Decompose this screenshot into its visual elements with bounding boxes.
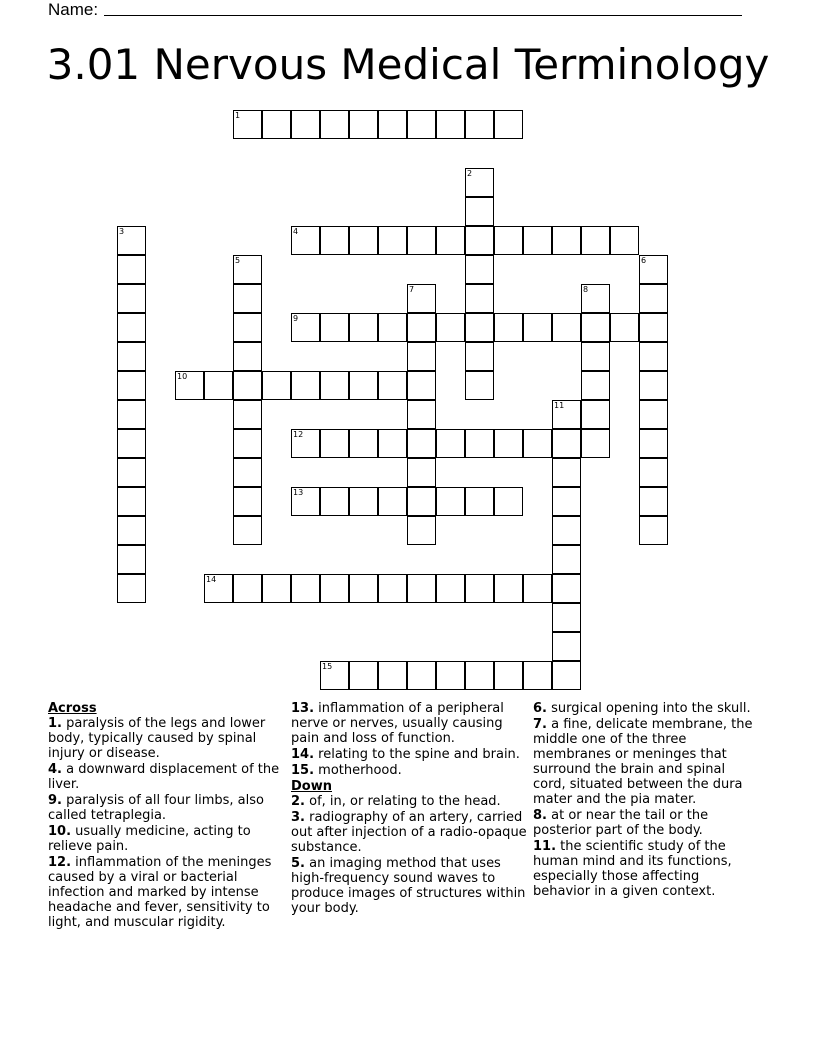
grid-cell[interactable]	[552, 487, 581, 516]
grid-cell[interactable]	[639, 487, 668, 516]
grid-cell[interactable]	[610, 226, 639, 255]
grid-cell[interactable]	[407, 458, 436, 487]
name-label: Name:	[48, 0, 99, 19]
grid-cell[interactable]	[320, 429, 349, 458]
grid-cell[interactable]	[610, 313, 639, 342]
grid-cell[interactable]	[407, 342, 436, 371]
grid-cell[interactable]	[349, 226, 378, 255]
grid-cell[interactable]	[552, 429, 581, 458]
grid-cell[interactable]	[117, 284, 146, 313]
clue-number: 2	[467, 169, 473, 178]
grid-cell[interactable]	[175, 371, 204, 400]
clue-number: 14	[206, 575, 217, 584]
grid-cell[interactable]	[117, 545, 146, 574]
grid-cell[interactable]	[639, 516, 668, 545]
grid-cell[interactable]	[262, 371, 291, 400]
clues-column-1	[48, 701, 284, 931]
clue-number: 8	[583, 285, 589, 294]
grid-cell[interactable]	[117, 400, 146, 429]
grid-cell[interactable]	[117, 429, 146, 458]
clue-across-1: 1. paralysis of the legs and lower body, typically caused by spinal injury or disease.	[48, 716, 266, 761]
down-heading: Down	[291, 779, 332, 794]
grid-cell[interactable]	[465, 168, 494, 197]
grid-cell[interactable]	[349, 487, 378, 516]
grid-cell[interactable]	[552, 545, 581, 574]
grid-cell[interactable]	[465, 429, 494, 458]
grid-cell[interactable]	[407, 284, 436, 313]
grid-cell[interactable]	[465, 371, 494, 400]
grid-cell[interactable]	[233, 574, 262, 603]
clue-down-11: 11. the scientific study of the human mind and its functions, especially those affecting behavior in a given context.	[533, 839, 732, 899]
grid-cell[interactable]	[581, 226, 610, 255]
grid-cell[interactable]	[233, 516, 262, 545]
grid-cell[interactable]	[407, 516, 436, 545]
clues-column-3	[533, 701, 759, 900]
grid-cell[interactable]	[291, 429, 320, 458]
grid-cell[interactable]	[378, 661, 407, 690]
grid-cell[interactable]	[639, 458, 668, 487]
grid-cell[interactable]	[378, 110, 407, 139]
grid-cell[interactable]	[407, 574, 436, 603]
clue-number: 3	[119, 227, 125, 236]
grid-cell[interactable]	[349, 429, 378, 458]
grid-cell[interactable]	[523, 226, 552, 255]
grid-cell[interactable]	[378, 371, 407, 400]
grid-cell[interactable]	[465, 342, 494, 371]
grid-cell[interactable]	[233, 429, 262, 458]
grid-cell[interactable]	[639, 255, 668, 284]
grid-cell[interactable]	[117, 574, 146, 603]
grid-cell[interactable]	[465, 574, 494, 603]
grid-cell[interactable]	[262, 574, 291, 603]
grid-cell[interactable]	[378, 487, 407, 516]
grid-cell[interactable]	[436, 574, 465, 603]
grid-cell[interactable]	[291, 574, 320, 603]
grid-cell[interactable]	[117, 313, 146, 342]
clue-across-4: 4. a downward displacement of the liver.	[48, 762, 280, 792]
grid-cell[interactable]	[581, 342, 610, 371]
clue-number: 9	[293, 314, 299, 323]
grid-cell[interactable]	[552, 603, 581, 632]
across-heading: Across	[48, 701, 97, 716]
grid-cell[interactable]	[320, 487, 349, 516]
clue-across-14: 14. relating to the spine and brain.	[291, 747, 520, 762]
grid-cell[interactable]	[436, 661, 465, 690]
grid-cell[interactable]	[639, 400, 668, 429]
grid-cell[interactable]	[233, 400, 262, 429]
grid-cell[interactable]	[117, 371, 146, 400]
clue-across-15: 15. motherhood.	[291, 763, 402, 778]
grid-cell[interactable]	[552, 400, 581, 429]
grid-cell[interactable]	[523, 574, 552, 603]
grid-cell[interactable]	[552, 661, 581, 690]
grid-cell[interactable]	[349, 661, 378, 690]
grid-cell[interactable]	[320, 574, 349, 603]
grid-cell[interactable]	[320, 226, 349, 255]
grid-cell[interactable]	[117, 342, 146, 371]
grid-cell[interactable]	[465, 197, 494, 226]
page-title: 3.01 Nervous Medical Terminology	[46, 40, 770, 89]
grid-cell[interactable]	[436, 313, 465, 342]
grid-cell[interactable]	[494, 226, 523, 255]
grid-cell[interactable]	[552, 313, 581, 342]
grid-cell[interactable]	[117, 458, 146, 487]
grid-cell[interactable]	[494, 574, 523, 603]
grid-cell[interactable]	[639, 371, 668, 400]
grid-cell[interactable]	[291, 371, 320, 400]
grid-cell[interactable]	[552, 458, 581, 487]
grid-cell[interactable]	[233, 313, 262, 342]
grid-cell[interactable]	[407, 429, 436, 458]
grid-cell[interactable]	[639, 284, 668, 313]
grid-cell[interactable]	[552, 226, 581, 255]
grid-cell[interactable]	[552, 632, 581, 661]
grid-cell[interactable]	[581, 429, 610, 458]
grid-cell[interactable]	[407, 371, 436, 400]
grid-cell[interactable]	[552, 516, 581, 545]
grid-cell[interactable]	[581, 284, 610, 313]
grid-cell[interactable]	[494, 487, 523, 516]
grid-cell[interactable]	[233, 110, 262, 139]
grid-cell[interactable]	[552, 574, 581, 603]
grid-cell[interactable]	[494, 313, 523, 342]
clue-down-2: 2. of, in, or relating to the head.	[291, 794, 501, 809]
grid-cell[interactable]	[465, 487, 494, 516]
clue-across-9: 9. paralysis of all four limbs, also called tetraplegia.	[48, 793, 264, 823]
grid-cell[interactable]	[407, 400, 436, 429]
grid-cell[interactable]	[233, 284, 262, 313]
grid-cell[interactable]	[291, 110, 320, 139]
grid-cell[interactable]	[320, 313, 349, 342]
clue-number: 5	[235, 256, 241, 265]
grid-cell[interactable]	[523, 429, 552, 458]
grid-cell[interactable]	[407, 226, 436, 255]
clue-number: 1	[235, 111, 241, 120]
grid-cell[interactable]	[378, 429, 407, 458]
grid-cell[interactable]	[436, 487, 465, 516]
clue-down-7: 7. a fine, delicate membrane, the middle one of the three membranes or meninges that surround the brain and spinal cord, situated between the dura mater and the pia mater.	[533, 717, 753, 807]
grid-cell[interactable]	[378, 574, 407, 603]
grid-cell[interactable]	[349, 371, 378, 400]
grid-cell[interactable]	[349, 574, 378, 603]
grid-cell[interactable]	[320, 371, 349, 400]
grid-cell[interactable]	[581, 400, 610, 429]
clue-number: 13	[293, 488, 304, 497]
clue-number: 11	[554, 401, 565, 410]
grid-cell[interactable]	[233, 371, 262, 400]
clue-number: 10	[177, 372, 188, 381]
grid-cell[interactable]	[465, 313, 494, 342]
grid-cell[interactable]	[291, 313, 320, 342]
grid-cell[interactable]	[117, 255, 146, 284]
grid-cell[interactable]	[320, 661, 349, 690]
grid-cell[interactable]	[581, 313, 610, 342]
clue-number: 6	[641, 256, 647, 265]
grid-cell[interactable]	[117, 516, 146, 545]
grid-cell[interactable]	[523, 661, 552, 690]
grid-cell[interactable]	[639, 429, 668, 458]
clue-number: 15	[322, 662, 333, 671]
clue-down-3: 3. radiography of an artery, carried out after injection of a radio-opaque substance.	[291, 810, 527, 855]
grid-cell[interactable]	[465, 110, 494, 139]
grid-cell[interactable]	[378, 226, 407, 255]
grid-cell[interactable]	[407, 661, 436, 690]
grid-cell[interactable]	[349, 313, 378, 342]
grid-cell[interactable]	[407, 313, 436, 342]
grid-cell[interactable]	[407, 110, 436, 139]
grid-cell[interactable]	[465, 226, 494, 255]
grid-cell[interactable]	[494, 661, 523, 690]
clue-down-6: 6. surgical opening into the skull.	[533, 701, 751, 716]
grid-cell[interactable]	[436, 110, 465, 139]
grid-cell[interactable]	[465, 255, 494, 284]
grid-cell[interactable]	[436, 226, 465, 255]
clue-down-8: 8. at or near the tail or the posterior part of the body.	[533, 808, 709, 838]
grid-cell[interactable]	[436, 429, 465, 458]
clue-number: 12	[293, 430, 304, 439]
grid-cell[interactable]	[204, 371, 233, 400]
grid-cell[interactable]	[494, 429, 523, 458]
grid-cell[interactable]	[407, 487, 436, 516]
clue-across-13: 13. inflammation of a peripheral nerve or nerves, usually causing pain and loss of function.	[291, 701, 504, 746]
grid-cell[interactable]	[465, 661, 494, 690]
grid-cell[interactable]	[291, 226, 320, 255]
clue-number: 4	[293, 227, 299, 236]
grid-cell[interactable]	[262, 110, 291, 139]
clue-down-5: 5. an imaging method that uses high-frequency sound waves to produce images of structures within your body.	[291, 856, 526, 916]
grid-cell[interactable]	[494, 110, 523, 139]
grid-cell[interactable]	[639, 342, 668, 371]
grid-cell[interactable]	[233, 487, 262, 516]
clue-across-12: 12. inflammation of the meninges caused by a viral or bacterial infection and marked by intense headache and fever, sensitivity to light, and muscular rigidity.	[48, 855, 272, 930]
grid-cell[interactable]	[117, 487, 146, 516]
grid-cell[interactable]	[233, 458, 262, 487]
grid-cell[interactable]	[523, 313, 552, 342]
grid-cell[interactable]	[291, 487, 320, 516]
clue-number: 7	[409, 285, 415, 294]
grid-cell[interactable]	[378, 313, 407, 342]
grid-cell[interactable]	[465, 284, 494, 313]
grid-cell[interactable]	[349, 110, 378, 139]
grid-cell[interactable]	[233, 255, 262, 284]
grid-cell[interactable]	[233, 342, 262, 371]
clue-across-10: 10. usually medicine, acting to relieve pain.	[48, 824, 251, 854]
grid-cell[interactable]	[639, 313, 668, 342]
grid-cell[interactable]	[117, 226, 146, 255]
grid-cell[interactable]	[581, 371, 610, 400]
grid-cell[interactable]	[204, 574, 233, 603]
clues-column-2	[291, 701, 527, 917]
grid-cell[interactable]	[320, 110, 349, 139]
